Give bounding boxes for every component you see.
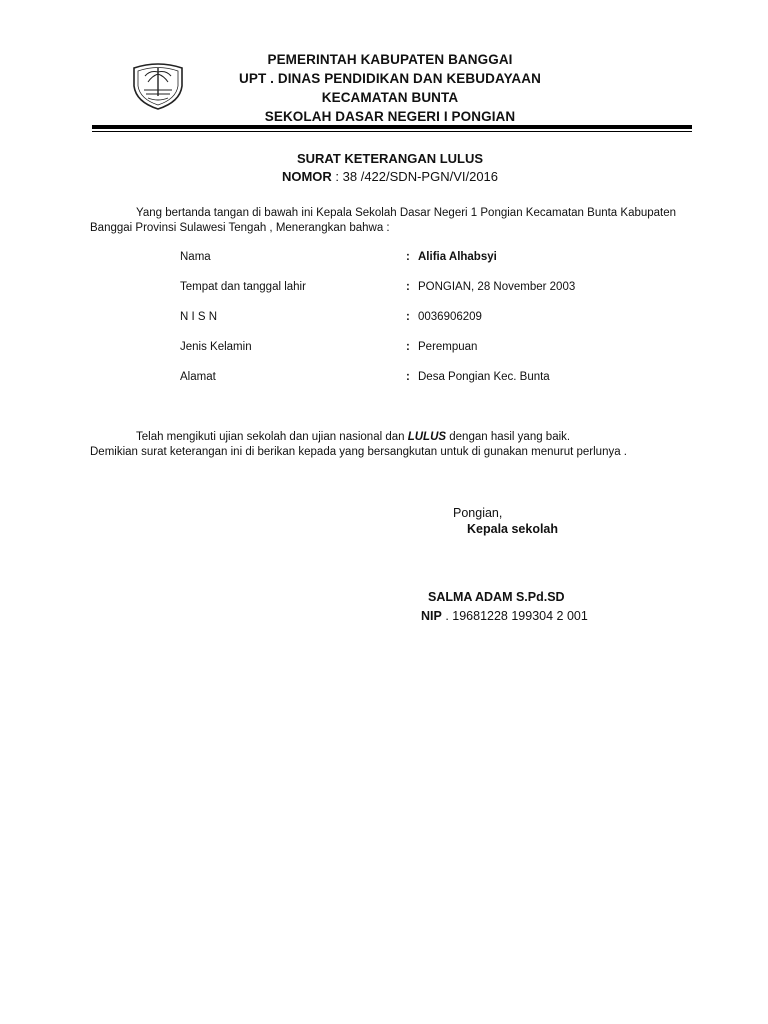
signatory-nip [421, 609, 721, 623]
field-label: N I S N [180, 311, 218, 323]
field-row-gender [180, 341, 700, 357]
letterhead-line-government: PEMERINTAH KABUPATEN BANGGAI [267, 52, 513, 67]
field-row-name [180, 251, 700, 267]
letterhead-divider-thin [92, 131, 692, 132]
letter-title [200, 150, 580, 186]
letter-heading: SURAT KETERANGAN LULUS [296, 151, 484, 166]
closing-statement: Demikian surat keterangan ini di berikan kepada yang bersangkutan untuk di gunakan menurut perlunya . [90, 446, 628, 458]
field-colon: : [406, 341, 410, 353]
letter-number-label: NOMOR [281, 169, 332, 184]
letterhead-line-department: UPT . DINAS PENDIDIKAN DAN KEBUDAYAAN [239, 71, 541, 86]
field-value: PONGIAN, 28 November 2003 [418, 281, 576, 293]
field-colon: : [406, 311, 410, 323]
result-text-before: Telah mengikuti ujian sekolah dan ujian nasional dan [136, 431, 408, 443]
letterhead-divider-thick [92, 125, 692, 129]
field-row-birth [180, 281, 700, 297]
field-colon: : [406, 251, 410, 263]
signature-role: Kepala sekolah [467, 522, 559, 536]
letterhead-line-school: SEKOLAH DASAR NEGERI I PONGIAN [264, 109, 516, 124]
field-label: Jenis Kelamin [180, 341, 252, 353]
signatory-name: SALMA ADAM S.Pd.SD [428, 590, 565, 604]
letterhead [200, 50, 580, 126]
nip-label: NIP [421, 609, 442, 623]
letterhead-line-district: KECAMATAN BUNTA [321, 90, 459, 105]
letter-number [200, 167, 580, 186]
intro-paragraph [90, 206, 694, 236]
field-value: Perempuan [418, 341, 478, 353]
field-value: Desa Pongian Kec. Bunta [418, 371, 550, 383]
field-colon: : [406, 371, 410, 383]
closing-paragraph [90, 430, 694, 460]
coat-of-arms-shield-icon [130, 56, 186, 112]
result-statement [90, 430, 694, 445]
letter-number-value: : 38 /422/SDN-PGN/VI/2016 [331, 169, 499, 184]
field-value: 0036906209 [418, 311, 482, 323]
field-label: Tempat dan tanggal lahir [180, 281, 306, 293]
field-row-nisn [180, 311, 700, 327]
nip-value: . 19681228 199304 2 001 [441, 609, 588, 623]
result-emphasis: LULUS [407, 431, 447, 443]
field-colon: : [406, 281, 410, 293]
field-label: Alamat [180, 371, 216, 383]
field-row-address [180, 371, 700, 387]
field-label: Nama [180, 251, 211, 263]
result-text-after: dengan hasil yang baik. [446, 431, 571, 443]
intro-text: Yang bertanda tangan di bawah ini Kepala Sekolah Dasar Negeri 1 Pongian Kecamatan Bunta Kabupaten Banggai Provinsi Sulawesi Tengah , Menerangkan bahwa : [90, 207, 677, 234]
field-value: Alifia Alhabsyi [418, 251, 497, 263]
signature-place: Pongian, [453, 506, 503, 520]
